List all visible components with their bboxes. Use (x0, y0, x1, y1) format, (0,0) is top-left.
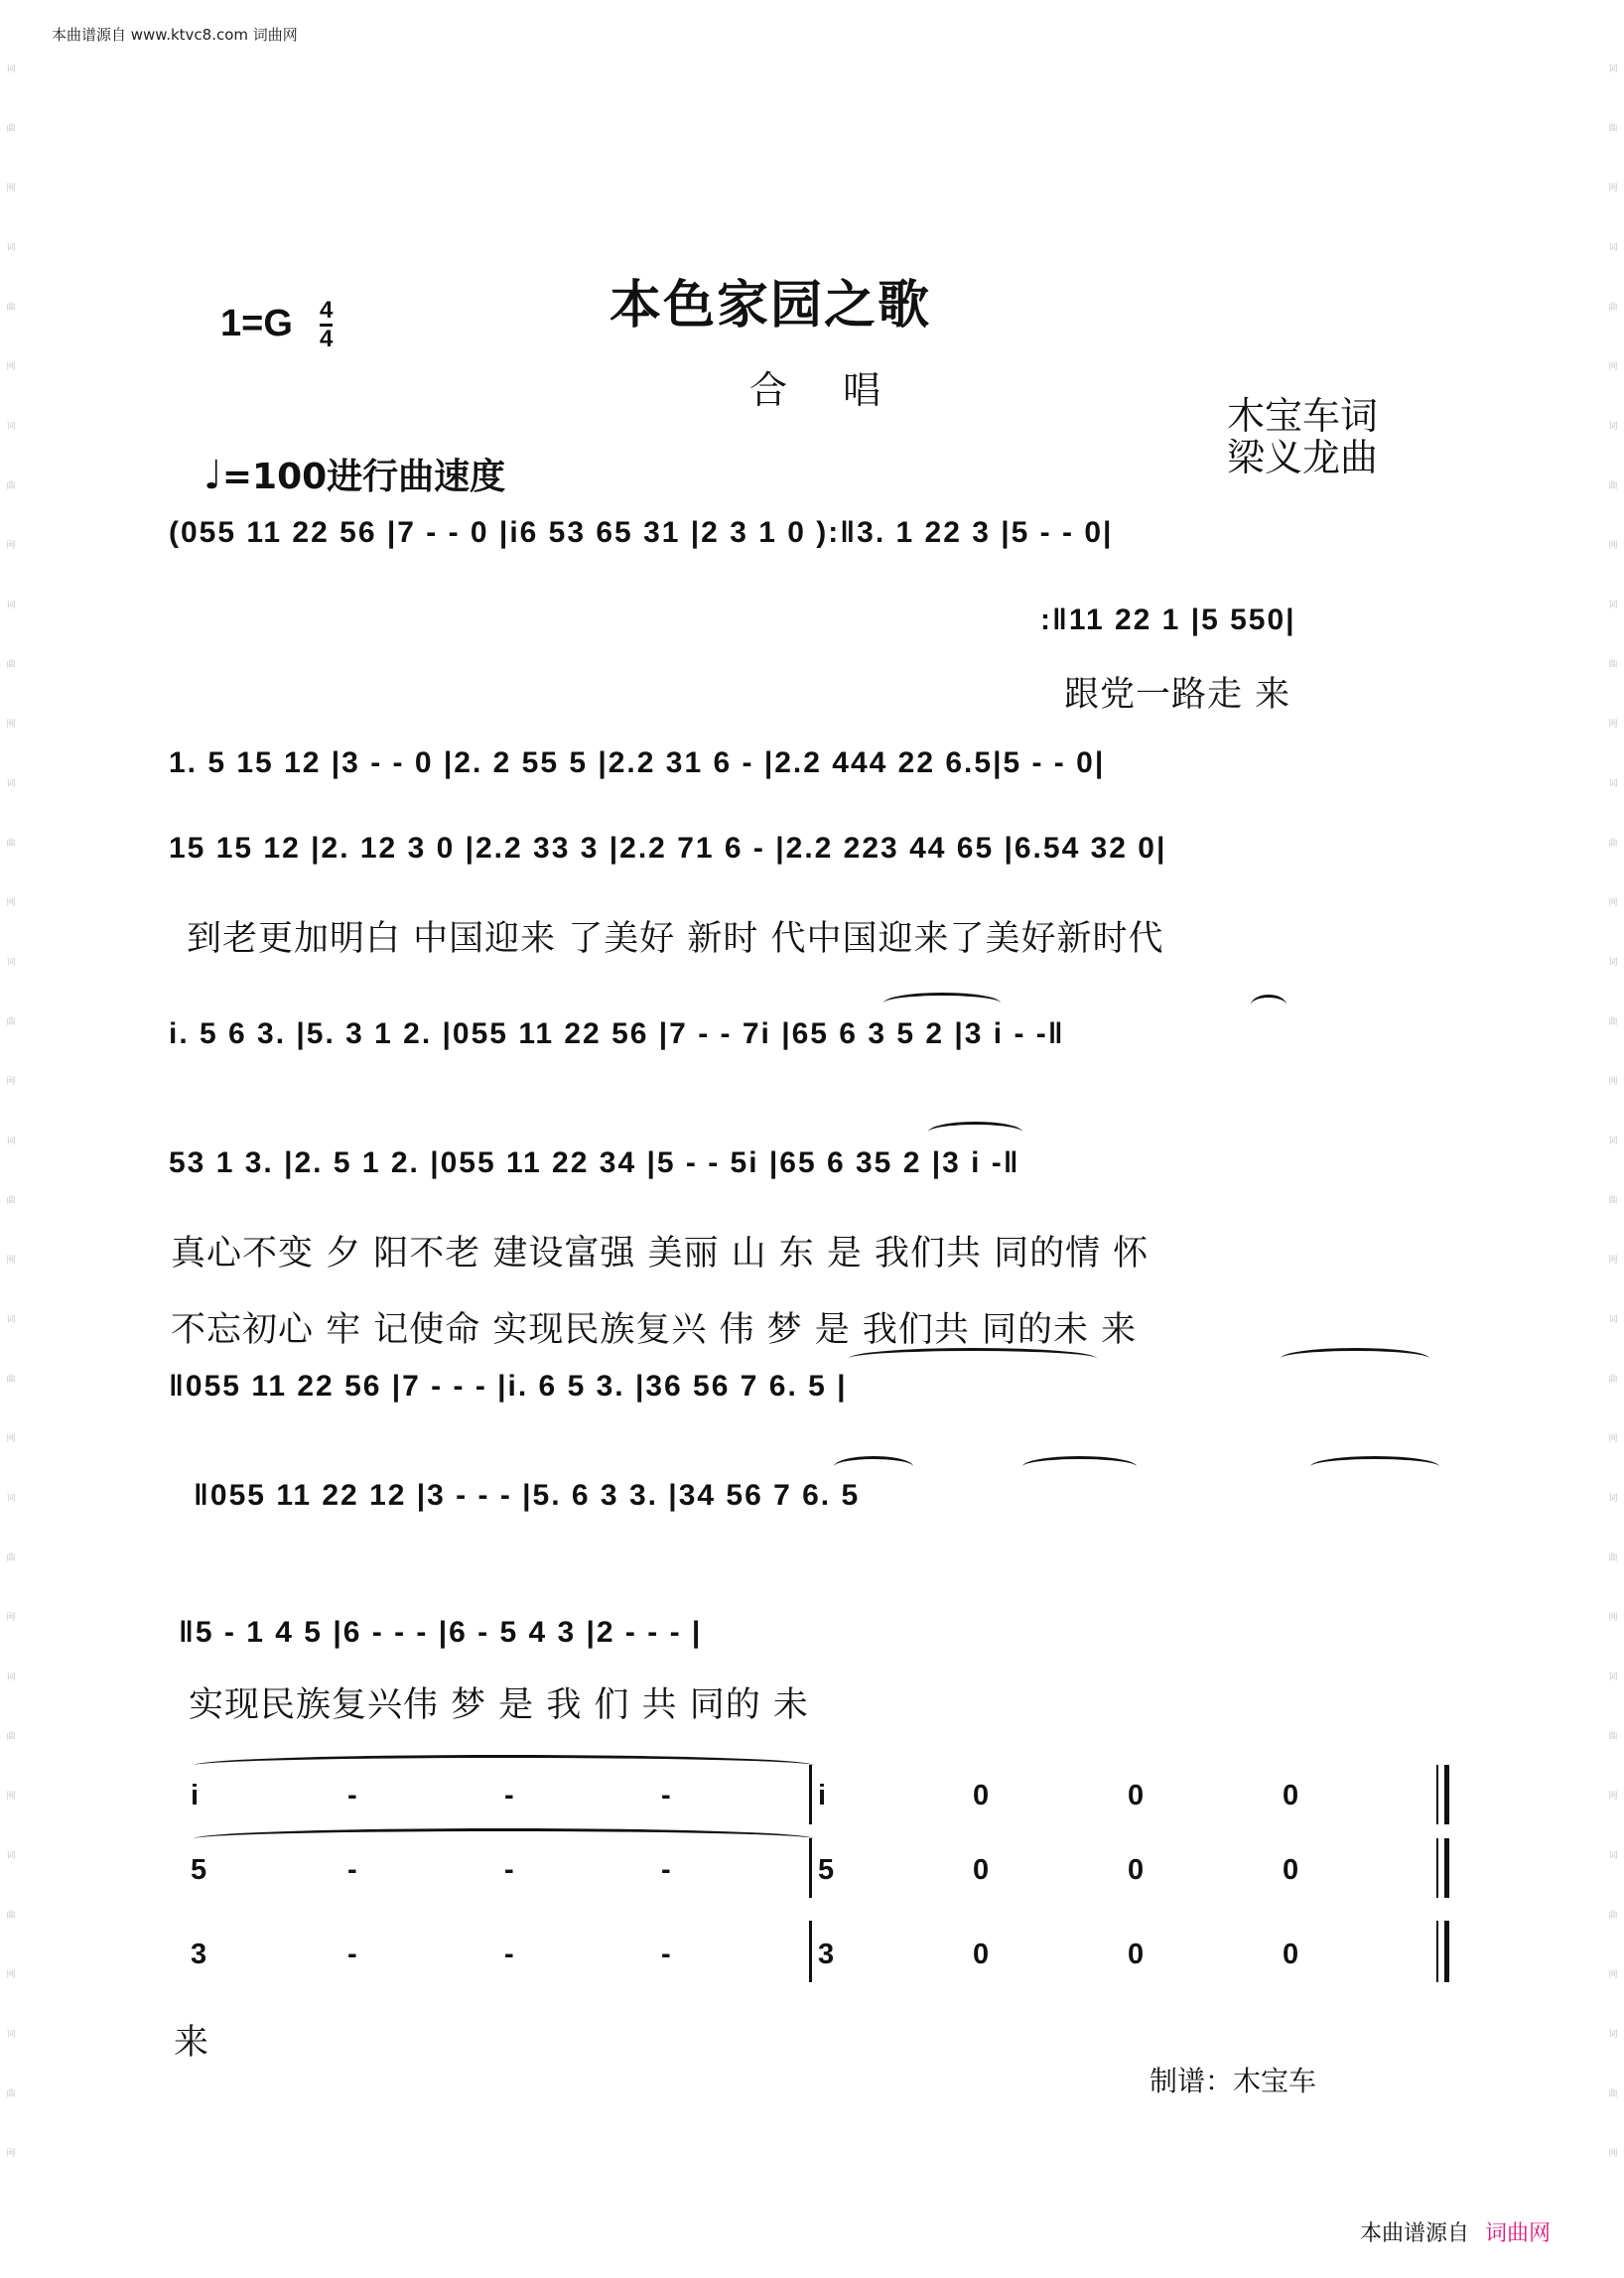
watermark-glyph: 网 (6, 362, 16, 372)
watermark-glyph: 曲 (1608, 1732, 1618, 1742)
chord-rest: 0 (973, 1939, 990, 1970)
watermark-glyph: 词 (6, 601, 16, 610)
watermark-glyph: 曲 (1608, 839, 1618, 849)
footer-source-label: 本曲谱源自 (1360, 2221, 1470, 2246)
watermark-glyph: 网 (1608, 720, 1618, 730)
chord-note: 5 (191, 1854, 207, 1886)
footer-source (1360, 2216, 1551, 2247)
tie-arc (849, 1348, 1097, 1369)
final-lyric: 来 (174, 2023, 210, 2063)
watermark-glyph: 曲 (1608, 660, 1618, 670)
watermark-glyph: 网 (6, 1077, 16, 1087)
lyric-row: 跟党一路走 来 (1064, 675, 1291, 715)
score-maker: 制谱：木宝车 (1150, 2065, 1317, 2097)
watermark-glyph: 曲 (1608, 2089, 1618, 2099)
watermark-glyph: 词 (1608, 1315, 1618, 1325)
watermark-glyph: 词 (1608, 243, 1618, 253)
chord-rest: 0 (973, 1854, 990, 1886)
watermark-glyph: 曲 (1608, 1911, 1618, 1921)
tie-arc (194, 1755, 814, 1776)
watermark-glyph: 词 (6, 958, 16, 968)
chord-rest: 0 (1283, 1780, 1299, 1811)
song-title: 本色家园之歌 (609, 276, 932, 335)
watermark-glyph: 词 (6, 1851, 16, 1861)
watermark-glyph: 网 (6, 541, 16, 551)
watermark-glyph: 曲 (6, 1196, 16, 1206)
watermark-glyph: 曲 (1608, 303, 1618, 313)
watermark-glyph: 词 (6, 779, 16, 789)
watermark-glyph: 网 (1608, 184, 1618, 194)
bar-line (809, 1838, 812, 1898)
watermark-glyph: 网 (6, 720, 16, 730)
watermark-glyph: 曲 (6, 303, 16, 313)
chord-note: i (818, 1780, 827, 1811)
watermark-glyph: 曲 (1608, 1196, 1618, 1206)
watermark-glyph: 网 (1608, 1792, 1618, 1802)
final-bar-line (1436, 1921, 1449, 1982)
watermark-glyph: 曲 (6, 1375, 16, 1385)
final-bar-line (1436, 1838, 1449, 1898)
chord-hold: - (504, 1780, 514, 1811)
time-signature-bottom: 4 (320, 326, 334, 352)
tie-arc (1310, 1456, 1439, 1477)
watermark-glyph: 词 (6, 243, 16, 253)
watermark-glyph: 词 (1608, 1494, 1618, 1504)
chord-hold: - (347, 1939, 357, 1970)
chord-rest: 0 (1283, 1854, 1299, 1886)
watermark-glyph: 网 (1608, 1613, 1618, 1623)
watermark-glyph: 词 (6, 422, 16, 432)
chord-hold: - (504, 1939, 514, 1970)
watermark-glyph: 曲 (6, 1911, 16, 1921)
chord-note: 3 (818, 1939, 835, 1970)
chord-hold: - (347, 1854, 357, 1886)
notation-row: :‖11 22 1 |5 550| (1040, 603, 1296, 636)
watermark-glyph: 词 (6, 1494, 16, 1504)
chord-hold: - (347, 1780, 357, 1811)
tie-arc (1022, 1456, 1137, 1477)
watermark-glyph: 词 (1608, 958, 1618, 968)
watermark-glyph: 网 (1608, 1970, 1618, 1980)
watermark-glyph: 词 (1608, 65, 1618, 74)
lyricist: 木宝车词 (1227, 394, 1379, 438)
watermark-glyph: 曲 (1608, 481, 1618, 491)
notation-row: 53 1 3. |2. 5 1 2. |055 11 22 34 |5 - - 5i |65 6 35 2 |3 i -‖ (169, 1146, 1020, 1179)
watermark-glyph: 词 (6, 65, 16, 74)
chord-rest: 0 (973, 1780, 990, 1811)
watermark-glyph: 曲 (6, 1553, 16, 1563)
lyric-row: 到老更加明白 中国迎来 了美好 新时 代中国迎来了美好新时代 (187, 919, 1164, 959)
source-note: 本曲谱源自 www.ktvc8.com 词曲网 (52, 26, 298, 44)
chord-hold: - (661, 1854, 671, 1886)
watermark-glyph: 网 (6, 1434, 16, 1444)
bar-line (809, 1921, 812, 1982)
notation-row: i. 5 6 3. |5. 3 1 2. |055 11 22 56 |7 - - 7i |65 6 3 5 2 |3 i - -‖ (169, 1017, 1065, 1050)
watermark-glyph: 网 (1608, 362, 1618, 372)
lyric-row: 不忘初心 牢 记使命 实现民族复兴 伟 梦 是 我们共 同的未 来 (171, 1310, 1138, 1350)
quarter-note-icon: ♩ (203, 453, 222, 498)
time-signature-top: 4 (320, 298, 333, 327)
tie-arc (1281, 1348, 1429, 1369)
watermark-glyph: 曲 (1608, 1553, 1618, 1563)
watermark-glyph: 网 (1608, 2149, 1618, 2159)
watermark-glyph: 词 (1608, 422, 1618, 432)
chord-hold: - (504, 1854, 514, 1886)
chord-rest: 0 (1283, 1939, 1299, 1970)
watermark-glyph: 词 (1608, 779, 1618, 789)
notation-row: ‖5 - 1 4 5 |6 - - - |6 - 5 4 3 |2 - - - | (179, 1616, 703, 1649)
watermark-glyph: 曲 (6, 481, 16, 491)
watermark-glyph: 曲 (6, 839, 16, 849)
tie-arc (834, 1456, 913, 1477)
lyric-row: 实现民族复兴伟 梦 是 我 们 共 同的 未 (189, 1685, 809, 1725)
watermark-glyph: 曲 (6, 1732, 16, 1742)
time-signature (320, 298, 333, 352)
watermark-glyph: 词 (6, 2030, 16, 2040)
watermark-glyph: 词 (6, 1315, 16, 1325)
credits (1227, 395, 1378, 478)
chord-hold: - (661, 1780, 671, 1811)
chord-hold: - (661, 1939, 671, 1970)
watermark-glyph: 词 (6, 1137, 16, 1146)
bar-line (809, 1765, 812, 1824)
watermark-glyph: 词 (1608, 1851, 1618, 1861)
watermark-glyph: 词 (1608, 1137, 1618, 1146)
composer: 梁义龙曲 (1227, 436, 1379, 479)
footer-source-link[interactable]: 词曲网 (1485, 2221, 1552, 2246)
watermark-glyph: 曲 (1608, 124, 1618, 134)
watermark-glyph: 曲 (1608, 1017, 1618, 1027)
tempo-marking (203, 449, 505, 499)
tie-arc (928, 1122, 1022, 1142)
key-signature: 1=G (220, 303, 293, 344)
watermark-glyph: 网 (1608, 541, 1618, 551)
watermark-glyph: 网 (6, 2149, 16, 2159)
watermark-glyph: 词 (6, 1673, 16, 1682)
notation-row: ‖055 11 22 56 |7 - - - |i. 6 5 3. |36 56 7 6. 5 | (169, 1370, 848, 1403)
watermark-glyph: 网 (6, 1970, 16, 1980)
watermark-glyph: 词 (1608, 601, 1618, 610)
watermark-glyph: 网 (1608, 898, 1618, 908)
watermark-glyph: 词 (1608, 2030, 1618, 2040)
watermark-glyph: 网 (6, 898, 16, 908)
tempo-text: =100进行曲速度 (221, 457, 506, 497)
watermark-glyph: 网 (1608, 1256, 1618, 1266)
notation-row: 15 15 12 |2. 12 3 0 |2.2 33 3 |2.2 71 6 - |2.2 223 44 65 |6.54 32 0| (169, 832, 1167, 865)
watermark-glyph: 曲 (6, 124, 16, 134)
edge-watermark-right (1604, 40, 1622, 2223)
watermark-glyph: 曲 (6, 660, 16, 670)
watermark-glyph: 网 (1608, 1434, 1618, 1444)
chord-rest: 0 (1128, 1854, 1145, 1886)
chord-note: i (191, 1780, 200, 1811)
watermark-glyph: 曲 (6, 1017, 16, 1027)
tie-arc (883, 993, 1001, 1013)
edge-watermark-left (2, 40, 20, 2223)
chord-rest: 0 (1128, 1939, 1145, 1970)
notation-row: ‖055 11 22 12 |3 - - - |5. 6 3 3. |34 56 7 6. 5 (194, 1479, 861, 1512)
watermark-glyph: 网 (6, 184, 16, 194)
watermark-glyph: 词 (1608, 1673, 1618, 1682)
tie-arc (194, 1828, 814, 1849)
final-bar-line (1436, 1765, 1449, 1824)
tie-arc (1251, 995, 1286, 1015)
watermark-glyph: 网 (1608, 1077, 1618, 1087)
watermark-glyph: 曲 (6, 2089, 16, 2099)
chord-rest: 0 (1128, 1780, 1145, 1811)
lyric-row: 真心不变 夕 阳不老 建设富强 美丽 山 东 是 我们共 同的情 怀 (171, 1234, 1150, 1273)
song-subtitle: 合 唱 (749, 368, 903, 412)
chord-note: 3 (191, 1939, 207, 1970)
watermark-glyph: 网 (6, 1613, 16, 1623)
notation-row: (055 11 22 56 |7 - - 0 |i6 53 65 31 |2 3 1 0 ):‖3. 1 22 3 |5 - - 0| (169, 516, 1114, 549)
watermark-glyph: 网 (6, 1256, 16, 1266)
notation-row: 1. 5 15 12 |3 - - 0 |2. 2 55 5 |2.2 31 6 - |2.2 444 22 6.5|5 - - 0| (169, 746, 1106, 779)
watermark-glyph: 网 (6, 1792, 16, 1802)
chord-note: 5 (818, 1854, 835, 1886)
watermark-glyph: 曲 (1608, 1375, 1618, 1385)
